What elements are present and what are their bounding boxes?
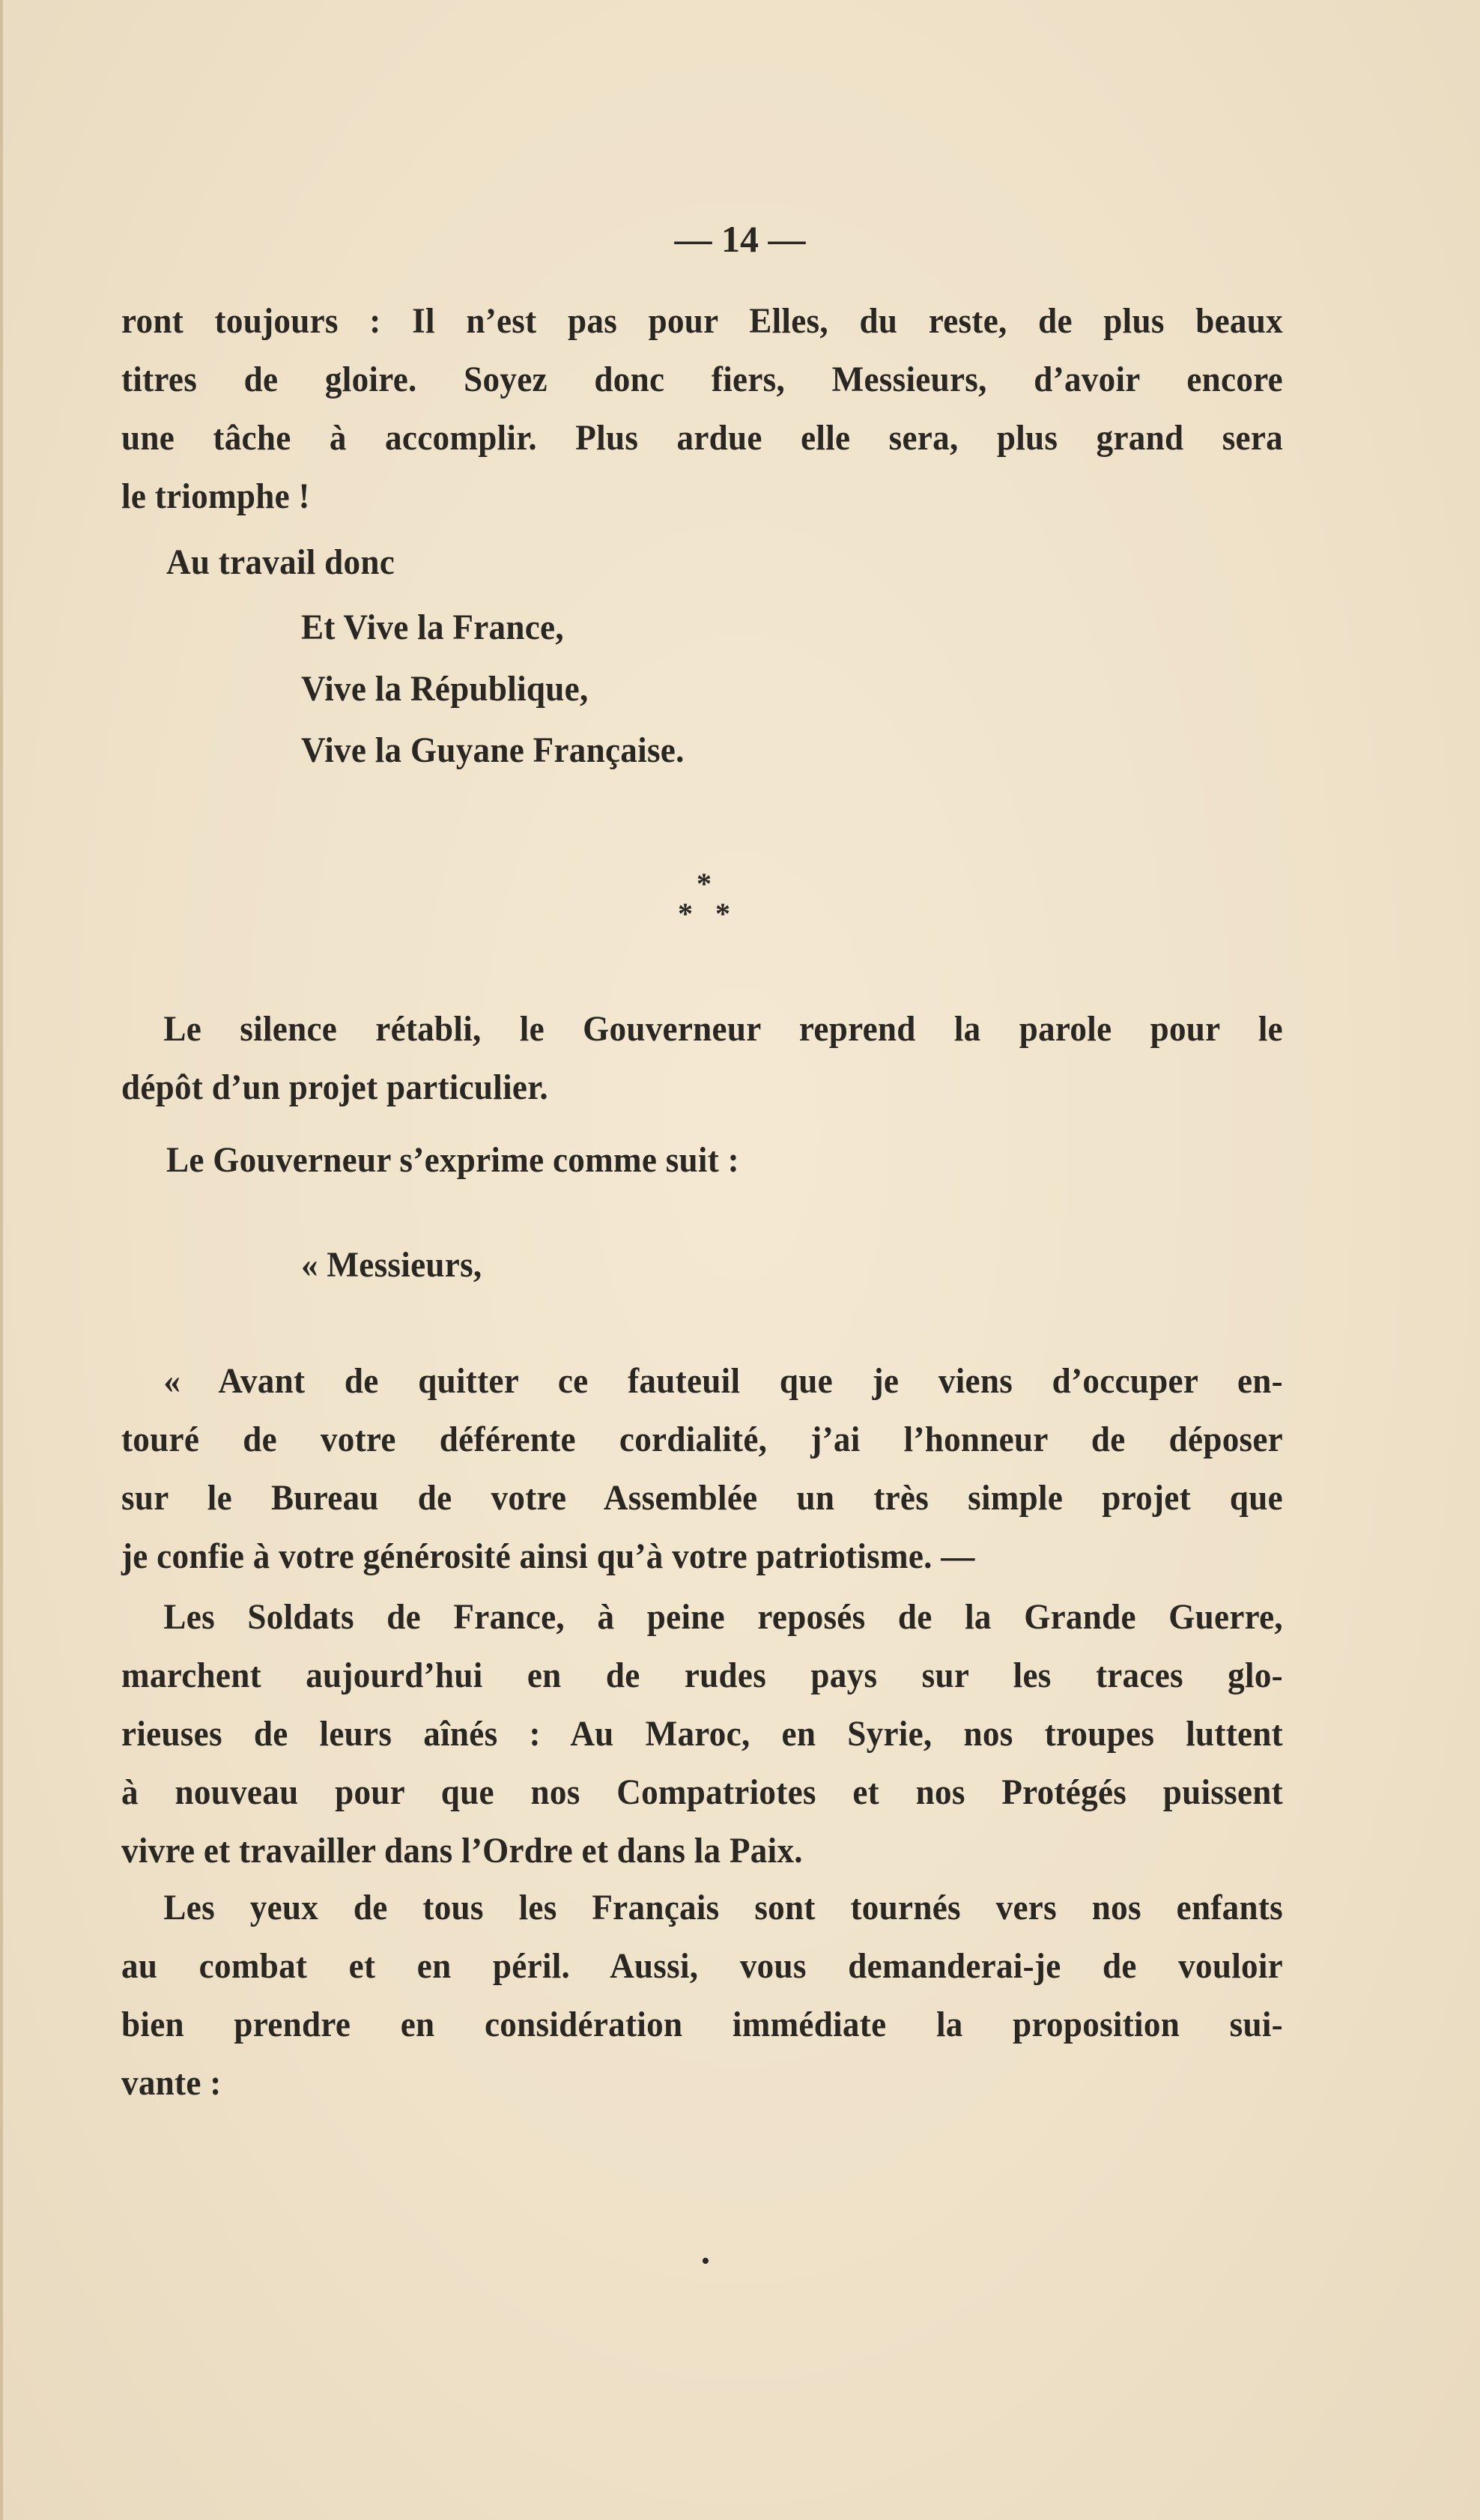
text-line: une tâche à accomplir. Plus ardue elle sera, plus grand sera <box>121 418 1283 458</box>
text-line: sur le Bureau de votre Assemblée un très simple projet que <box>121 1478 1283 1518</box>
yeux-paragraph <box>121 1879 1283 2112</box>
text-line: bien prendre en considération immédiate la proposition sui- <box>121 2005 1283 2044</box>
silence-paragraph <box>121 1000 1283 1117</box>
continuation-paragraph <box>121 292 1283 526</box>
page-number: — 14 — <box>674 218 806 260</box>
text-line: marchent aujourd’hui en de rudes pays sur les traces glo- <box>121 1656 1283 1695</box>
closing-cheers <box>301 597 1392 781</box>
asterism-bottom: * * <box>678 897 730 930</box>
text-line: je confie à votre générosité ainsi qu’à votre patriotisme. — <box>121 1536 975 1576</box>
salutation: « Messieurs, <box>301 1245 482 1285</box>
text-line: Les Soldats de France, à peine reposés de la Grande Guerre, <box>163 1597 1283 1637</box>
text-line: le triomphe ! <box>121 476 310 516</box>
asterism-top: * <box>697 867 712 900</box>
governor-paragraph: Le Gouverneur s’exprime comme suit : <box>166 1140 739 1180</box>
quitter-paragraph <box>121 1352 1283 1586</box>
soldats-paragraph <box>121 1588 1283 1880</box>
text-line: Le silence rétabli, le Gouverneur reprend la parole pour le <box>163 1009 1283 1049</box>
text-line: titres de gloire. Soyez donc fiers, Messieurs, d’avoir encore <box>121 360 1283 399</box>
text-line: dépôt d’un projet particulier. <box>121 1067 548 1107</box>
footer-ornament: • <box>701 2247 710 2275</box>
text-line: à nouveau pour que nos Compatriotes et nos Protégés puissent <box>121 1772 1283 1812</box>
text-line: touré de votre déférente cordialité, j’ai l’honneur de déposer <box>121 1420 1283 1459</box>
text-line: vivre et travailler dans l’Ordre et dans la Paix. <box>121 1831 803 1871</box>
text-line: « Avant de quitter ce fauteuil que je viens d’occuper en- <box>163 1361 1283 1401</box>
text-line: au combat et en péril. Aussi, vous demanderai-je de vouloir <box>121 1946 1283 1986</box>
text-line: Les yeux de tous les Français sont tournés vers nos enfants <box>163 1888 1283 1927</box>
text-line: vante : <box>121 2063 222 2103</box>
cheer-line: Vive la République, <box>301 669 589 709</box>
cheer-line: Et Vive la France, <box>301 608 564 647</box>
cheer-line: Vive la Guyane Française. <box>301 730 685 770</box>
text-line: ront toujours : Il n’est pas pour Elles, du reste, de plus beaux <box>121 301 1283 341</box>
closing-intro: Au travail donc <box>166 542 395 582</box>
text-line: rieuses de leurs aînés : Au Maroc, en Syrie, nos troupes luttent <box>121 1714 1283 1754</box>
page-edge <box>0 0 3 2520</box>
